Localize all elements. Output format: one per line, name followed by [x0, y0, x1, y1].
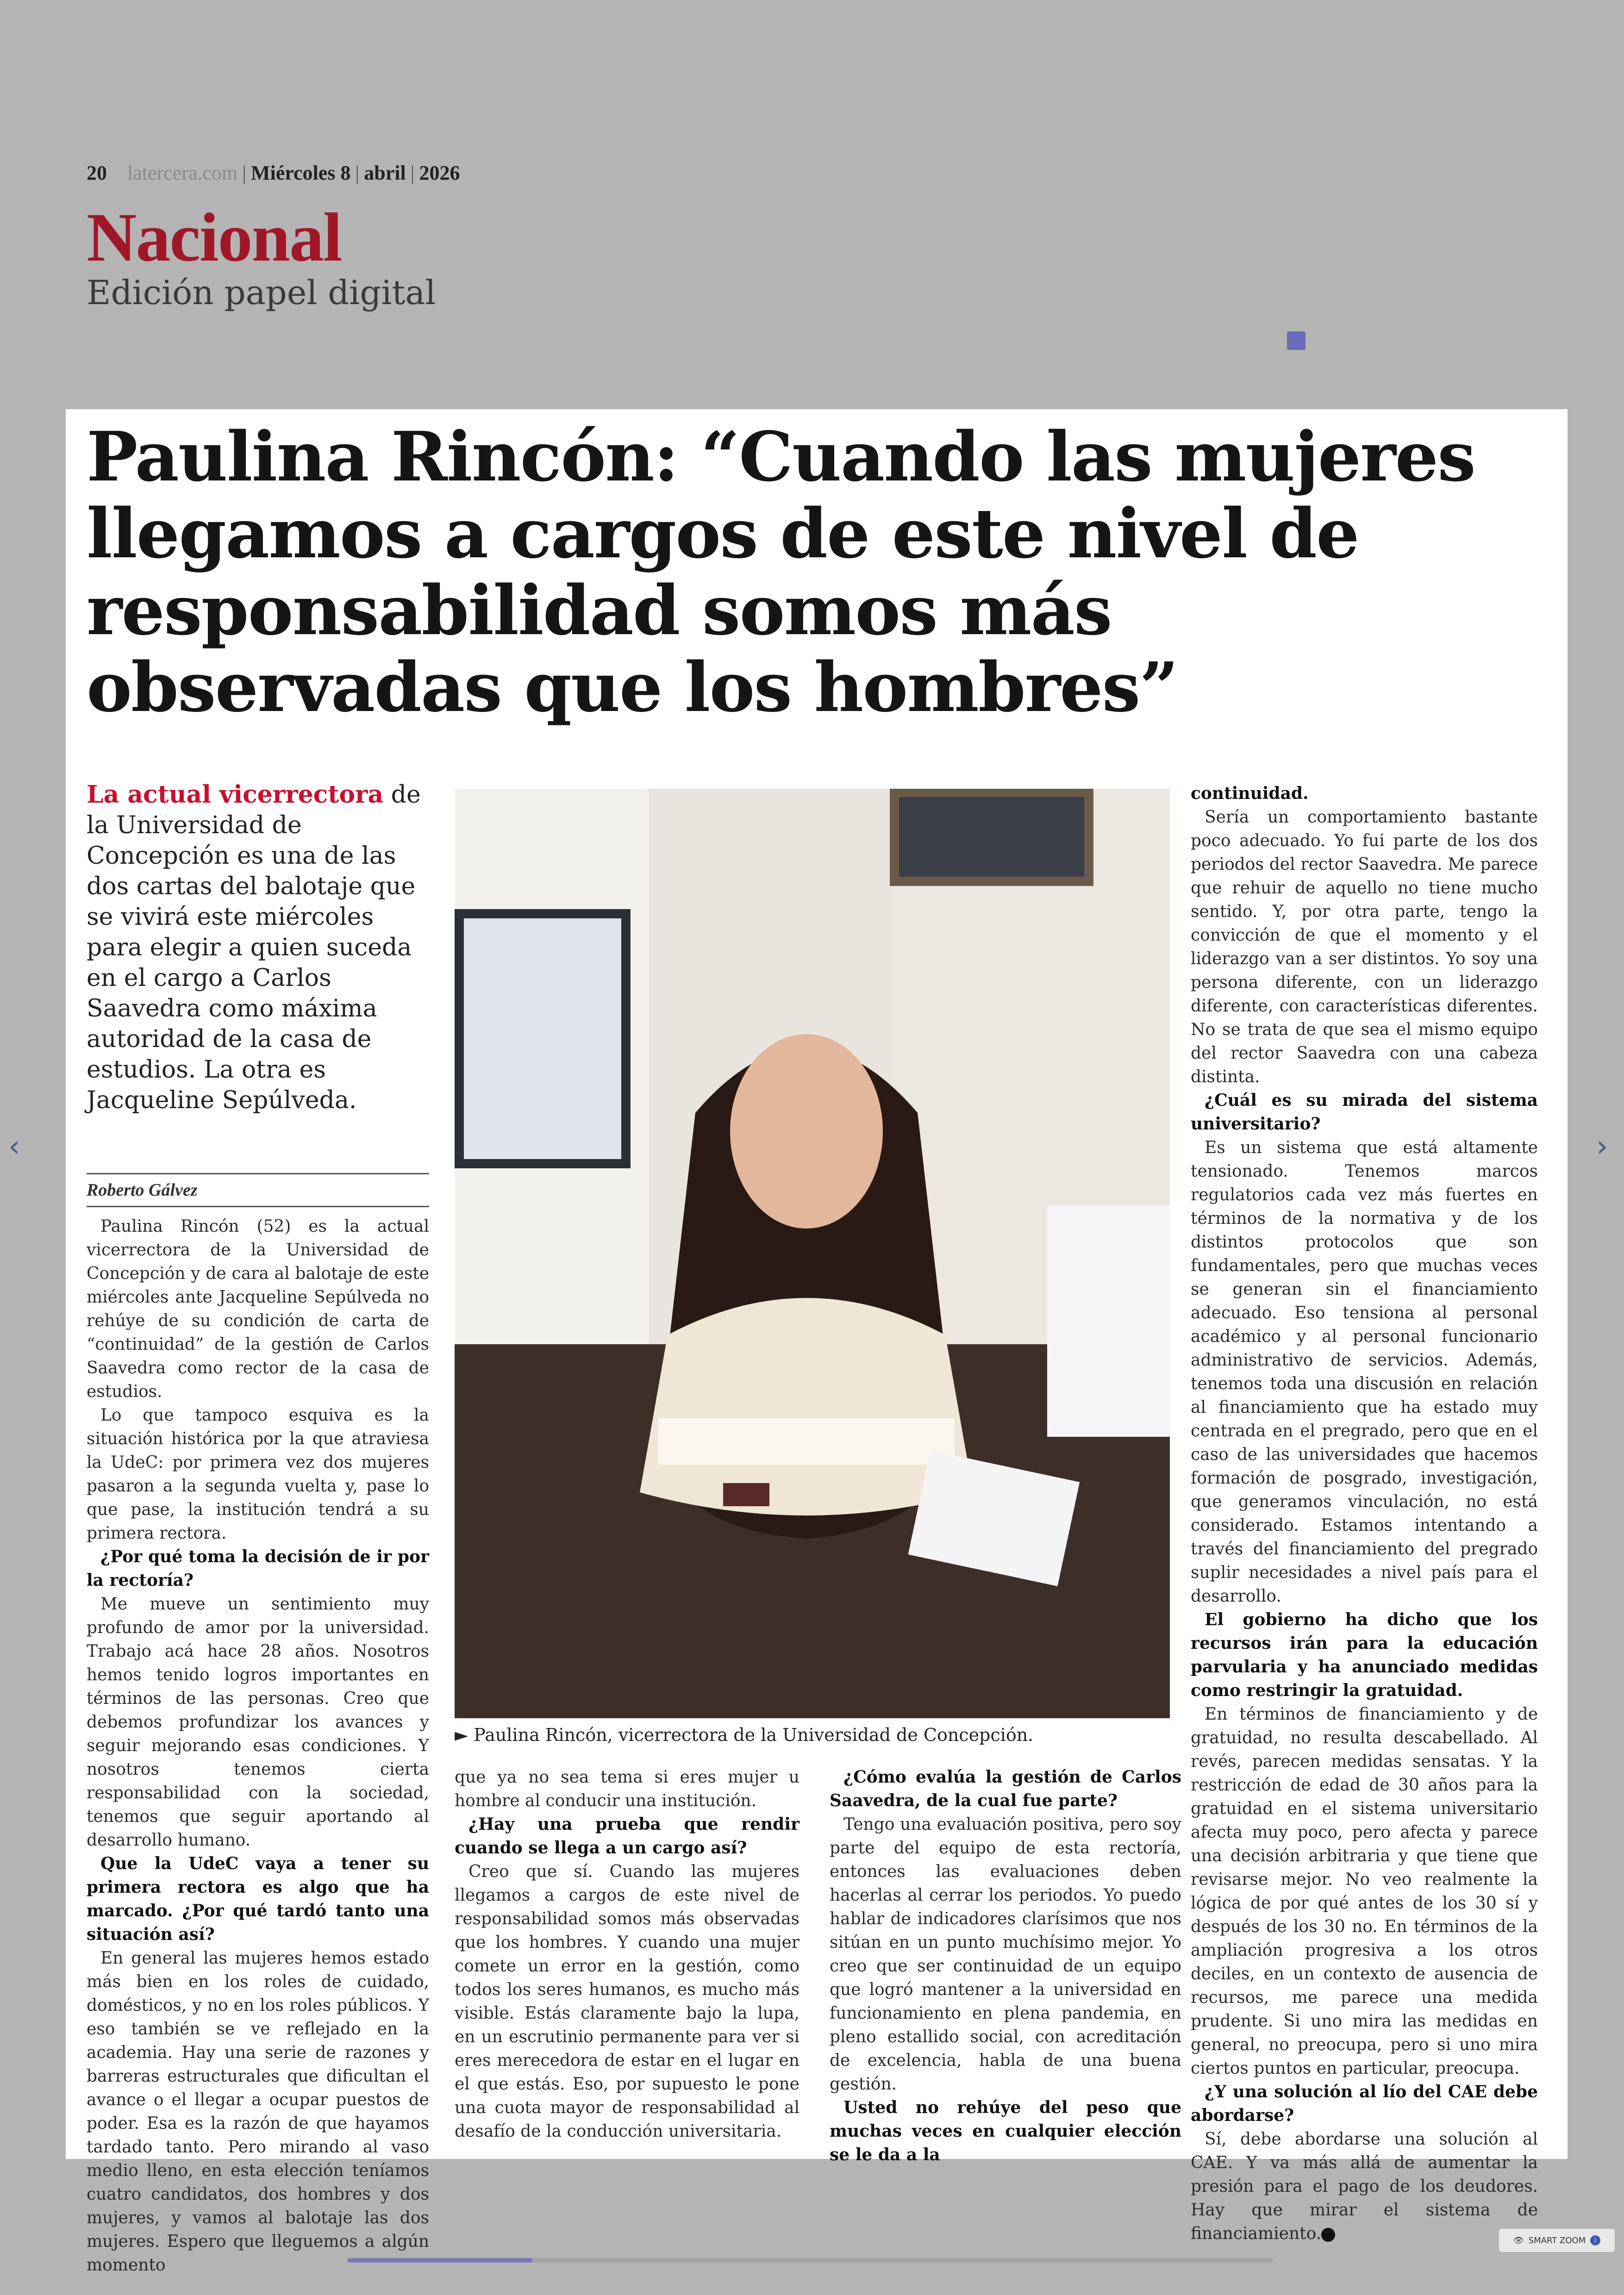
- article-photo: [455, 789, 1170, 1718]
- page-progress-bar[interactable]: [347, 2258, 1273, 2263]
- question: El gobierno ha dicho que los recursos irán para la educación parvularia y ha anunciado medidas como restringir la gratuidad.: [1191, 1610, 1538, 1700]
- column-3: [830, 1765, 1181, 2167]
- lead-paragraph: [87, 780, 429, 1116]
- column-1: [87, 1215, 429, 2277]
- site-name: latercera.com: [127, 162, 238, 184]
- column-2: [455, 1765, 800, 2143]
- question: Usted no rehúye del peso que muchas veces en cualquier elección se le da a la: [830, 2098, 1181, 2164]
- lead-highlight: La actual vicerrectora: [87, 780, 384, 809]
- end-mark-icon: [1321, 2228, 1335, 2242]
- photo-caption: ► Paulina Rincón, vicerrectora de la Universidad de Concepción.: [455, 1725, 1034, 1745]
- headline: Paulina Rincón: “Cuando las mujeres llegamos a cargos de este nivel de responsabilidad somos más observadas que los hombres”: [87, 417, 1475, 727]
- previous-page-arrow[interactable]: ‹: [8, 1129, 20, 1164]
- paragraph-continuation: que ya no sea tema si eres mujer u hombre al conducir una institución.: [455, 1768, 800, 1810]
- column-4: [1191, 782, 1538, 2245]
- portrait-illustration: [455, 789, 1170, 1718]
- bookmark-icon[interactable]: [1287, 331, 1305, 350]
- date-day: Miércoles 8: [250, 162, 351, 184]
- question: ¿Cómo evalúa la gestión de Carlos Saavedra, de la cual fue parte?: [830, 1767, 1181, 1810]
- page-meta: 20 latercera.com | Miércoles 8 | abril | 2026: [87, 162, 460, 184]
- question: ¿Cuál es su mirada del sistema universitario?: [1191, 1091, 1538, 1134]
- page-number: 20: [87, 162, 107, 184]
- info-icon: i: [1590, 2235, 1600, 2245]
- date-month: abril: [364, 162, 406, 184]
- question-continuation: continuidad.: [1191, 784, 1309, 803]
- section-title: Nacional: [87, 199, 342, 276]
- paragraph: Sería un comportamiento bastante poco adecuado. Yo fui parte de los dos periodos del rector Saavedra. Me parece que rehuir de aquello no tiene mucho sentido. Y, por otra parte, tengo la convicción de que el momento y el liderazgo van a ser distintos. Yo soy una persona diferente, con un liderazgo diferente, con características diferentes. No se trata de que sea el mismo equipo del rector Saavedra con una cabeza distinta.: [1191, 808, 1538, 1086]
- byline: Roberto Gálvez: [87, 1173, 429, 1207]
- question: Que la UdeC vaya a tener su primera rectora es algo que ha marcado. ¿Por qué tardó tanto una situación así?: [87, 1854, 429, 1944]
- page-progress-fill: [347, 2258, 532, 2263]
- paragraph: Lo que tampoco esquiva es la situación histórica por la que atraviesa la UdeC: por primera vez dos mujeres pasaron a la segunda vuelta y, pase lo que pase, la institución tendrá a su primera rectora.: [87, 1406, 429, 1543]
- paragraph: Me mueve un sentimiento muy profundo de amor por la universidad. Trabajo acá hace 28 años. Nosotros hemos tenido logros importantes en términos de las personas. Creo que debemos profundizar los avances y seguir mejorando esas condiciones. Y nosotros tenemos cierta responsabilidad con la sociedad, tenemos que seguir aportando al desarrollo humano.: [87, 1595, 429, 1850]
- paragraph: Sí, debe abordarse una solución al CAE. Y va más allá de aumentar la presión para el pago de los deudores. Hay que mirar el sistema de financiamiento.: [1191, 2130, 1538, 2243]
- question: ¿Hay una prueba que rendir cuando se llega a un cargo así?: [455, 1815, 800, 1858]
- edition-subtitle: Edición papel digital: [87, 273, 436, 312]
- date-year: 2026: [419, 162, 460, 184]
- next-page-arrow[interactable]: ›: [1596, 1129, 1608, 1164]
- eye-icon: 👁: [1513, 2235, 1524, 2245]
- smart-zoom-button[interactable]: [1499, 2229, 1615, 2252]
- paragraph: Paulina Rincón (52) es la actual vicerrectora de la Universidad de Concepción y de cara al balotaje de este miércoles ante Jacqueline Sepúlveda no rehúye de su condición de carta de “continuidad” de la gestión de Carlos Saavedra como rector de la casa de estudios.: [87, 1217, 429, 1401]
- paragraph: En general las mujeres hemos estado más bien en los roles de cuidado, domésticos, y no en los roles públicos. Y eso también se ve reflejado en la academia. Hay una serie de razones y barreras estructurales que dificultan el avance o el llegar a ocupar puestos de poder. Esa es la razón de que hayamos tardado tanto. Pero mirando al vaso medio lleno, en esta elección teníamos cuatro candidatos, dos hombres y dos mujeres, y vamos al balotaje las dos mujeres. Espero que lleguemos a algún momento: [87, 1949, 429, 2275]
- question: ¿Y una solución al lío del CAE debe abordarse?: [1191, 2082, 1538, 2125]
- paragraph: Tengo una evaluación positiva, pero soy parte del equipo de esta rectoría, entonces las evaluaciones deben hacerlas al cerrar los periodos. Yo puedo hablar de indicadores clarísimos que nos sitúan en un punto muchísimo mejor. Yo creo que ser continuidad de un equipo que logró mantener a la universidad en funcionamiento en plena pandemia, en pleno estallido social, con acreditación de excelencia, habla de una buena gestión.: [830, 1815, 1181, 2094]
- lead-text: de la Universidad de Concepción es una de las dos cartas del balotaje que se vivirá este miércoles para elegir a quien suceda en el cargo a Carlos Saavedra como máxima autoridad de la casa de estudios. La otra es Jacqueline Sepúlveda.: [87, 781, 421, 1114]
- question: ¿Por qué toma la decisión de ir por la rectoría?: [87, 1547, 429, 1590]
- paragraph: En términos de financiamiento y de gratuidad, no resulta descabellado. Al revés, parecen medidas sensatas. Y la restricción de edad de 30 años para la gratuidad en el sistema universitario afecta muy poco, pero afecta y parece una decisión arbitraria y que tiene que revisarse mejor. No veo realmente la lógica de por qué antes de los 30 sí y después de los 30 no. En términos de la ampliación progresiva a los otros deciles, en un contexto de ausencia de recursos, me parece una medida prudente. Si uno mira las medidas en general, no preocupa, pero si uno mira ciertos puntos en particular, preocupa.: [1191, 1705, 1538, 2078]
- paragraph: Creo que sí. Cuando las mujeres llegamos a cargos de este nivel de responsabilidad somos más observadas que los hombres. Y cuando una mujer comete un error en la gestión, como todos los seres humanos, es mucho más visible. Estás claramente bajo la lupa, en un escrutinio permanente para ver si eres merecedora de estar en el lugar en el que estás. Eso, por supuesto le pone una cuota mayor de responsabilidad al desafío de la conducción universitaria.: [455, 1862, 800, 2141]
- paragraph: Es un sistema que está altamente tensionado. Tenemos marcos regulatorios cada vez más fuertes en términos de la normativa y de los distintos protocolos que son fundamentales, pero que muchas veces se generan sin el financiamiento adecuado. Eso tensiona al personal académico y al personal funcionario administrativo de servicios. Además, tenemos toda una discusión en relación al financiamiento que ha estado muy centrada en el pregrado, pero que en el caso de las universidades que hacemos formación de posgrado, investigación, que generamos vinculación, no está considerado. Estamos intentando a través del financiamiento del pregrado suplir necesidades a nivel país para el desarrollo.: [1191, 1138, 1538, 1606]
- smart-zoom-label: SMART ZOOM: [1528, 2235, 1586, 2245]
